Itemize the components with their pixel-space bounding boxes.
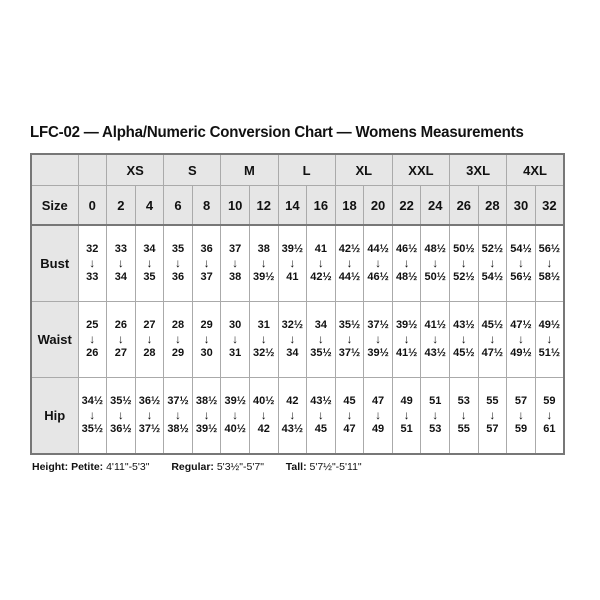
range-max-value: 39½	[195, 423, 218, 435]
range-max-value: 40½	[224, 423, 246, 435]
range-min-value: 41½	[424, 319, 446, 331]
arrow-down-icon: ↓	[460, 332, 467, 346]
range-max-value: 43½	[281, 423, 304, 435]
range-min-value: 34	[314, 319, 328, 331]
range-min-value: 54½	[510, 243, 532, 255]
numeric-size-cell: 10	[221, 186, 250, 226]
measurement-cell	[107, 302, 136, 378]
numeric-size-cell: 18	[335, 186, 364, 226]
range-max-value: 32½	[253, 347, 275, 359]
range-min-value: 37½	[167, 395, 189, 407]
measurement-cell	[478, 302, 507, 378]
range-min-value: 47½	[510, 319, 532, 331]
measurement-cell	[507, 378, 536, 455]
numeric-size-cell: 14	[278, 186, 307, 226]
range-min-value: 43½	[310, 395, 332, 407]
measurement-cell	[364, 378, 393, 455]
range-min-value: 32	[86, 243, 99, 255]
measurement-cell	[307, 378, 336, 455]
arrow-down-icon: ↓	[317, 332, 324, 346]
alpha-size-cell: 3XL	[450, 154, 507, 186]
measurement-cell	[421, 225, 450, 302]
range-max-value: 46½	[367, 271, 389, 283]
range-max-value: 49	[371, 423, 385, 435]
height-tall-label: Tall:	[285, 461, 307, 473]
range-min-value: 36½	[138, 395, 161, 407]
arrow-down-icon: ↓	[546, 332, 553, 346]
range-max-value: 41½	[395, 347, 418, 359]
height-footer	[32, 461, 362, 473]
height-petite-value: 4'11"-5'3"	[106, 461, 150, 473]
range-max-value: 43½	[424, 347, 446, 359]
arrow-down-icon: ↓	[460, 408, 467, 422]
range-min-value: 41	[314, 243, 328, 255]
arrow-down-icon: ↓	[232, 332, 239, 346]
range-max-value: 49½	[510, 347, 532, 359]
range-max-value: 36	[171, 271, 185, 283]
range-max-value: 58½	[538, 271, 561, 283]
arrow-down-icon: ↓	[546, 256, 553, 270]
range-min-value: 45½	[481, 319, 504, 331]
measurement-cell	[307, 302, 336, 378]
range-min-value: 44½	[367, 243, 389, 255]
arrow-down-icon: ↓	[260, 256, 267, 270]
alpha-size-cell: XS	[107, 154, 164, 186]
range-max-value: 39½	[367, 347, 389, 359]
range-max-value: 56½	[510, 271, 532, 283]
measurement-row-hip	[31, 378, 564, 455]
alpha-size-cell	[78, 154, 107, 186]
range-min-value: 46½	[395, 243, 418, 255]
numeric-size-cell: 0	[78, 186, 107, 226]
measurement-row-label: Bust	[31, 225, 78, 302]
range-max-value: 36½	[110, 423, 132, 435]
measurement-cell	[78, 302, 107, 378]
corner-cell	[31, 154, 78, 186]
range-min-value: 34	[143, 243, 156, 255]
range-min-value: 27	[143, 319, 156, 331]
height-petite-label: Height: Petite:	[32, 461, 104, 473]
arrow-down-icon: ↓	[260, 332, 267, 346]
arrow-down-icon: ↓	[203, 256, 210, 270]
measurement-cell	[392, 378, 421, 455]
arrow-down-icon: ↓	[460, 256, 467, 270]
arrow-down-icon: ↓	[375, 332, 382, 346]
range-min-value: 42	[286, 395, 299, 407]
arrow-down-icon: ↓	[517, 408, 524, 422]
measurement-cell	[364, 225, 393, 302]
numeric-size-row	[31, 186, 564, 226]
arrow-down-icon: ↓	[146, 408, 153, 422]
range-min-value: 49½	[538, 319, 561, 331]
range-max-value: 29	[171, 347, 185, 359]
range-max-value: 34	[286, 347, 299, 359]
arrow-down-icon: ↓	[117, 256, 124, 270]
range-max-value: 61	[543, 423, 556, 435]
conversion-table	[30, 153, 565, 455]
range-min-value: 29	[200, 319, 213, 331]
numeric-size-cell: 30	[507, 186, 536, 226]
range-max-value: 53	[429, 423, 442, 435]
arrow-down-icon: ↓	[432, 256, 439, 270]
range-max-value: 30	[200, 347, 213, 359]
height-regular-value: 5'3½"-5'7"	[216, 461, 264, 473]
range-max-value: 35½	[310, 347, 332, 359]
range-min-value: 32½	[281, 319, 304, 331]
range-max-value: 47	[343, 423, 356, 435]
range-min-value: 40½	[253, 395, 275, 407]
measurement-cell	[249, 225, 278, 302]
measurement-cell	[535, 378, 564, 455]
range-max-value: 26	[86, 347, 99, 359]
measurement-row-label: Waist	[31, 302, 78, 378]
range-min-value: 30	[229, 319, 242, 331]
range-min-value: 47	[371, 395, 385, 407]
measurement-cell	[164, 225, 193, 302]
range-min-value: 59	[543, 395, 556, 407]
measurement-row-bust	[31, 225, 564, 302]
numeric-size-cell: 12	[249, 186, 278, 226]
arrow-down-icon: ↓	[489, 256, 496, 270]
measurement-cell	[507, 225, 536, 302]
arrow-down-icon: ↓	[317, 408, 324, 422]
arrow-down-icon: ↓	[117, 332, 124, 346]
numeric-size-cell: 28	[478, 186, 507, 226]
range-min-value: 51	[429, 395, 442, 407]
range-max-value: 45	[314, 423, 328, 435]
height-tall-value: 5'7½"-5'11"	[309, 461, 362, 473]
measurement-cell	[107, 225, 136, 302]
arrow-down-icon: ↓	[403, 408, 410, 422]
measurement-cell	[249, 378, 278, 455]
measurement-cell	[192, 225, 221, 302]
size-row-label: Size	[31, 186, 78, 226]
range-min-value: 45	[343, 395, 356, 407]
range-min-value: 39½	[395, 319, 418, 331]
alpha-size-cell: S	[164, 154, 221, 186]
arrow-down-icon: ↓	[489, 408, 496, 422]
numeric-size-cell: 8	[192, 186, 221, 226]
range-max-value: 35	[143, 271, 156, 283]
range-max-value: 39½	[253, 271, 275, 283]
arrow-down-icon: ↓	[403, 256, 410, 270]
range-max-value: 51	[400, 423, 413, 435]
range-max-value: 45½	[453, 347, 475, 359]
range-max-value: 51½	[538, 347, 561, 359]
range-min-value: 28	[171, 319, 185, 331]
range-max-value: 38½	[167, 423, 189, 435]
range-max-value: 59	[514, 423, 528, 435]
measurement-cell	[307, 225, 336, 302]
numeric-size-cell: 2	[107, 186, 136, 226]
range-min-value: 43½	[453, 319, 475, 331]
range-max-value: 42½	[310, 271, 332, 283]
range-max-value: 54½	[481, 271, 504, 283]
measurement-cell	[535, 225, 564, 302]
range-min-value: 50½	[453, 243, 475, 255]
measurement-cell	[507, 302, 536, 378]
range-max-value: 27	[114, 347, 127, 359]
measurement-cell	[221, 225, 250, 302]
alpha-size-cell: M	[221, 154, 278, 186]
measurement-cell	[450, 378, 479, 455]
arrow-down-icon: ↓	[89, 256, 96, 270]
range-min-value: 37½	[367, 319, 389, 331]
range-min-value: 56½	[538, 243, 561, 255]
alpha-size-cell: XL	[335, 154, 392, 186]
measurement-cell	[278, 378, 307, 455]
measurement-cell	[364, 302, 393, 378]
arrow-down-icon: ↓	[375, 408, 382, 422]
measurement-cell	[278, 302, 307, 378]
arrow-down-icon: ↓	[175, 408, 182, 422]
measurement-cell	[392, 302, 421, 378]
arrow-down-icon: ↓	[375, 256, 382, 270]
numeric-size-cell: 20	[364, 186, 393, 226]
arrow-down-icon: ↓	[117, 408, 124, 422]
measurement-cell	[135, 302, 164, 378]
range-max-value: 52½	[453, 271, 475, 283]
range-min-value: 34½	[81, 395, 103, 407]
numeric-size-cell: 26	[450, 186, 479, 226]
range-max-value: 31	[229, 347, 242, 359]
measurement-cell	[221, 378, 250, 455]
measurement-cell	[192, 302, 221, 378]
range-max-value: 37½	[338, 347, 361, 359]
measurement-cell	[535, 302, 564, 378]
measurement-cell	[392, 225, 421, 302]
measurement-cell	[192, 378, 221, 455]
range-min-value: 33	[114, 243, 127, 255]
measurement-cell	[421, 302, 450, 378]
range-max-value: 55	[457, 423, 470, 435]
chart-title: LFC-02 — Alpha/Numeric Conversion Chart — Womens Measurements	[30, 124, 524, 141]
numeric-size-cell: 24	[421, 186, 450, 226]
measurement-cell	[135, 225, 164, 302]
measurement-cell	[335, 225, 364, 302]
arrow-down-icon: ↓	[260, 408, 267, 422]
alpha-size-row	[31, 154, 564, 186]
arrow-down-icon: ↓	[346, 332, 353, 346]
range-min-value: 42½	[338, 243, 361, 255]
arrow-down-icon: ↓	[432, 408, 439, 422]
range-max-value: 42	[257, 423, 270, 435]
arrow-down-icon: ↓	[517, 256, 524, 270]
arrow-down-icon: ↓	[89, 408, 96, 422]
arrow-down-icon: ↓	[489, 332, 496, 346]
arrow-down-icon: ↓	[203, 332, 210, 346]
range-min-value: 48½	[424, 243, 446, 255]
range-max-value: 37½	[138, 423, 161, 435]
range-max-value: 50½	[424, 271, 446, 283]
arrow-down-icon: ↓	[146, 332, 153, 346]
range-min-value: 38	[257, 243, 270, 255]
range-max-value: 48½	[395, 271, 418, 283]
arrow-down-icon: ↓	[146, 256, 153, 270]
arrow-down-icon: ↓	[175, 332, 182, 346]
measurement-cell	[164, 302, 193, 378]
arrow-down-icon: ↓	[546, 408, 553, 422]
measurement-cell	[107, 378, 136, 455]
arrow-down-icon: ↓	[89, 332, 96, 346]
range-max-value: 38	[229, 271, 242, 283]
measurement-cell	[249, 302, 278, 378]
numeric-size-cell: 22	[392, 186, 421, 226]
arrow-down-icon: ↓	[346, 256, 353, 270]
measurement-cell	[478, 378, 507, 455]
range-min-value: 36	[200, 243, 213, 255]
numeric-size-cell: 16	[307, 186, 336, 226]
range-min-value: 31	[257, 319, 270, 331]
measurement-cell	[478, 225, 507, 302]
measurement-cell	[335, 302, 364, 378]
arrow-down-icon: ↓	[232, 408, 239, 422]
measurement-cell	[278, 225, 307, 302]
arrow-down-icon: ↓	[346, 408, 353, 422]
range-min-value: 35½	[338, 319, 361, 331]
measurement-cell	[78, 378, 107, 455]
numeric-size-cell: 32	[535, 186, 564, 226]
range-max-value: 34	[114, 271, 127, 283]
measurement-row-waist	[31, 302, 564, 378]
measurement-cell	[450, 225, 479, 302]
numeric-size-cell: 6	[164, 186, 193, 226]
height-regular-label: Regular:	[171, 461, 214, 473]
measurement-cell	[135, 378, 164, 455]
range-max-value: 57	[486, 423, 499, 435]
range-min-value: 25	[86, 319, 99, 331]
range-max-value: 47½	[481, 347, 504, 359]
range-max-value: 28	[143, 347, 156, 359]
range-min-value: 53	[457, 395, 470, 407]
range-min-value: 55	[486, 395, 499, 407]
arrow-down-icon: ↓	[203, 408, 210, 422]
alpha-size-cell: L	[278, 154, 335, 186]
range-min-value: 26	[114, 319, 127, 331]
arrow-down-icon: ↓	[517, 332, 524, 346]
arrow-down-icon: ↓	[175, 256, 182, 270]
range-min-value: 38½	[195, 395, 218, 407]
measurement-cell	[164, 378, 193, 455]
range-min-value: 39½	[281, 243, 304, 255]
measurement-cell	[221, 302, 250, 378]
range-min-value: 49	[400, 395, 413, 407]
range-min-value: 37	[229, 243, 242, 255]
measurement-cell	[335, 378, 364, 455]
range-max-value: 37	[200, 271, 213, 283]
range-max-value: 35½	[81, 423, 103, 435]
arrow-down-icon: ↓	[232, 256, 239, 270]
range-min-value: 39½	[224, 395, 246, 407]
measurement-row-label: Hip	[31, 378, 78, 455]
range-min-value: 35½	[110, 395, 132, 407]
arrow-down-icon: ↓	[289, 332, 296, 346]
range-max-value: 33	[86, 271, 99, 283]
arrow-down-icon: ↓	[289, 408, 296, 422]
arrow-down-icon: ↓	[432, 332, 439, 346]
alpha-size-cell: XXL	[392, 154, 449, 186]
alpha-size-cell: 4XL	[507, 154, 564, 186]
range-min-value: 35	[171, 243, 185, 255]
range-min-value: 52½	[481, 243, 504, 255]
range-max-value: 44½	[338, 271, 361, 283]
range-max-value: 41	[286, 271, 299, 283]
measurement-cell	[421, 378, 450, 455]
measurement-cell	[78, 225, 107, 302]
range-min-value: 57	[514, 395, 528, 407]
arrow-down-icon: ↓	[403, 332, 410, 346]
arrow-down-icon: ↓	[289, 256, 296, 270]
arrow-down-icon: ↓	[317, 256, 324, 270]
numeric-size-cell: 4	[135, 186, 164, 226]
measurement-cell	[450, 302, 479, 378]
